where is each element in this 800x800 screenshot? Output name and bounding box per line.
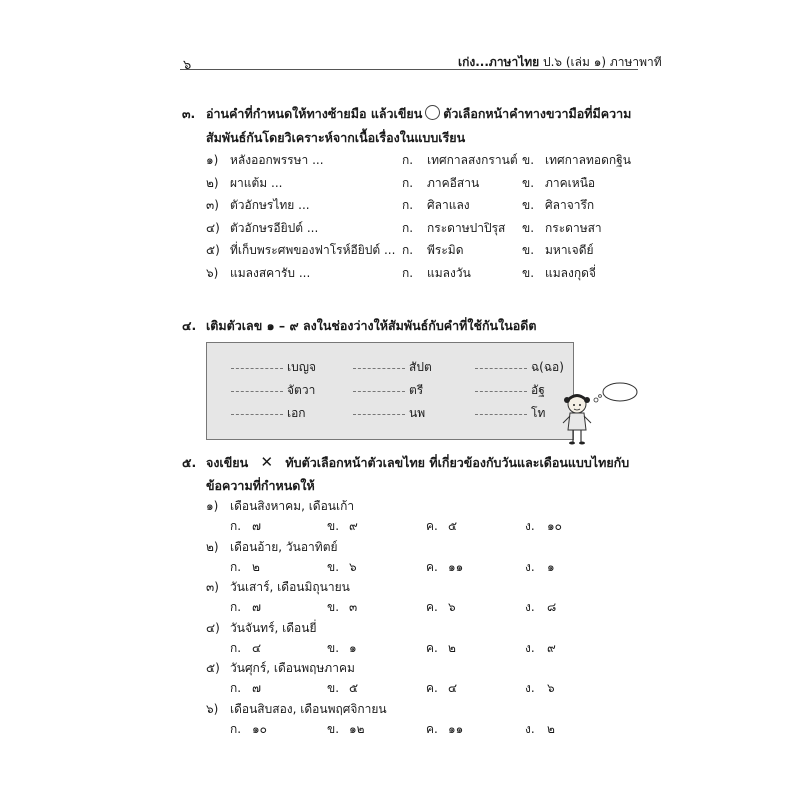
q5-choice-value[interactable]: ๕ xyxy=(448,519,458,533)
q5-item-text: เดือนสิบสอง, เดือนพฤศจิกายน xyxy=(230,701,387,716)
fill-cell xyxy=(231,381,315,400)
answer-blank[interactable] xyxy=(353,368,405,369)
fill-cell xyxy=(353,381,423,400)
q3-prompt-line1 xyxy=(206,104,631,124)
fill-cell xyxy=(231,358,316,377)
q3-choice-b-label: ข. xyxy=(522,243,535,257)
q3-item-text: หลังออกพรรษา ... xyxy=(230,153,324,167)
q3-item-number: ๖) xyxy=(206,265,219,280)
q5-choice-label[interactable]: ก. xyxy=(230,519,242,533)
answer-blank[interactable] xyxy=(475,414,527,415)
q5-choice-value[interactable]: ๑๑ xyxy=(448,559,464,574)
page-number: ๖ xyxy=(183,58,192,73)
answer-blank[interactable] xyxy=(475,391,527,392)
q5-choice-value[interactable]: ๙ xyxy=(349,519,358,533)
q5-choice-value[interactable]: ๑๒ xyxy=(349,721,365,736)
q3-prompt-line2: สัมพันธ์กันโดยวิเคราะห์จากเนื้อเรื่องในแบบเรียน xyxy=(206,130,466,145)
fill-word: เบญจ xyxy=(287,360,316,374)
q5-choice-label[interactable]: ง. xyxy=(525,681,535,695)
q5-choice-value[interactable]: ๒ xyxy=(252,559,260,574)
q5-choice-value[interactable]: ๖ xyxy=(349,559,357,574)
q3-choice-b-label: ข. xyxy=(522,198,535,212)
q3-prompt-part-b: ตัวเลือกหน้าคำทางขวามือที่มีความ xyxy=(443,106,632,121)
q3-item-number: ๓) xyxy=(206,198,219,212)
q3-choice-b: มหาเจดีย์ xyxy=(545,243,594,257)
q5-item-number: ๑) xyxy=(206,499,219,513)
q5-choice-value[interactable]: ๘ xyxy=(547,600,557,614)
q5-item-text: วันศุกร์, เดือนพฤษภาคม xyxy=(230,661,355,675)
q3-choice-a: แมลงวัน xyxy=(427,265,471,280)
q3-choice-a: ศิลาแลง xyxy=(427,198,470,212)
q5-choice-value[interactable]: ๒ xyxy=(547,721,555,736)
q5-choice-value[interactable]: ๗ xyxy=(252,519,262,533)
q3-choice-b: กระดาษสา xyxy=(545,220,602,235)
q3-choice-a: เทศกาลสงกรานต์ xyxy=(427,153,518,167)
answer-blank[interactable] xyxy=(475,368,527,369)
answer-blank[interactable] xyxy=(353,391,405,392)
q5-choice-label[interactable]: ง. xyxy=(525,640,535,655)
q5-choice-label[interactable]: ค. xyxy=(426,600,438,614)
q3-item-text: ผาแต้ม ... xyxy=(230,175,283,190)
q5-choice-value[interactable]: ๑๐ xyxy=(547,519,562,533)
q5-choice-label[interactable]: ข. xyxy=(327,559,340,574)
answer-blank[interactable] xyxy=(231,391,283,392)
q5-choice-label[interactable]: ค. xyxy=(426,559,438,574)
q3-choice-b: ภาคเหนือ xyxy=(545,175,596,190)
q5-item-number: ๖) xyxy=(206,701,219,716)
book-title-bold: เก่ง...ภาษาไทย xyxy=(458,55,540,69)
q3-item-number: ๒) xyxy=(206,175,219,190)
q3-choice-b: แมลงกุดจี่ xyxy=(545,265,596,280)
q3-item-text: ที่เก็บพระศพของฟาโรห์อียิปต์ ... xyxy=(230,243,396,257)
q5-choice-label[interactable]: ข. xyxy=(327,519,340,533)
q5-item-number: ๔) xyxy=(206,620,220,635)
q5-choice-value[interactable]: ๑๑ xyxy=(448,721,464,736)
q5-choice-value[interactable]: ๑ xyxy=(349,640,357,655)
q5-choice-label[interactable]: ก. xyxy=(230,721,242,736)
fill-cell xyxy=(475,358,564,377)
q5-choice-value[interactable]: ๗ xyxy=(252,600,262,614)
q3-item-text: ตัวอักษรไทย ... xyxy=(230,198,310,212)
fill-cell xyxy=(353,358,432,377)
q5-prompt-part-b: ทับตัวเลือกหน้าตัวเลขไทย ที่เกี่ยวข้องกับวันและเดือนแบบไทยกับ xyxy=(285,455,630,470)
q5-choice-label[interactable]: ง. xyxy=(525,519,535,533)
q3-choice-a: กระดาษปาปิรุส xyxy=(427,220,506,235)
q5-item-number: ๓) xyxy=(206,580,219,594)
fill-word: ฉ(ฉอ) xyxy=(531,360,564,374)
q5-item-text: วันจันทร์, เดือนยี่ xyxy=(230,620,317,635)
fill-cell xyxy=(353,404,425,423)
q4-number: ๔. xyxy=(182,318,197,333)
q5-choice-label[interactable]: ก. xyxy=(230,600,242,614)
q5-item-text: วันเสาร์, เดือนมิถุนายน xyxy=(230,580,350,594)
q5-choice-label[interactable]: ค. xyxy=(426,681,438,695)
q3-item-text: ตัวอักษรอียิปต์ ... xyxy=(230,220,319,235)
number-fill-box xyxy=(206,342,574,440)
q3-choice-a-label: ก. xyxy=(402,153,414,167)
q5-item-number: ๕) xyxy=(206,661,220,675)
q3-item-text: แมลงสคารับ ... xyxy=(230,265,311,280)
q5-choice-value[interactable]: ๓ xyxy=(349,600,358,614)
answer-blank[interactable] xyxy=(353,414,405,415)
q5-prompt-part-a: จงเขียน xyxy=(206,455,249,470)
fill-word: นพ xyxy=(409,406,426,420)
q3-choice-a-label: ก. xyxy=(402,265,414,280)
q5-number: ๕. xyxy=(182,455,197,470)
q5-choice-value[interactable]: ๑๐ xyxy=(252,721,267,736)
q5-choice-label[interactable]: ข. xyxy=(327,681,340,695)
q5-item-number: ๒) xyxy=(206,539,219,554)
fill-cell xyxy=(231,404,306,423)
q5-prompt-line2: ข้อความที่กำหนดให้ xyxy=(206,478,315,493)
fill-word: โท xyxy=(531,406,546,420)
q3-number: ๓. xyxy=(182,106,196,121)
q5-choice-label[interactable]: ก. xyxy=(230,681,242,695)
q5-choice-label[interactable]: ง. xyxy=(525,600,535,614)
q5-choice-value[interactable]: ๖ xyxy=(547,681,555,695)
q3-prompt-part-a: อ่านคำที่กำหนดให้ทางซ้ายมือ แล้วเขียน xyxy=(206,106,423,121)
q3-item-number: ๑) xyxy=(206,153,219,167)
cross-icon: ✕ xyxy=(260,453,274,471)
q5-choice-value[interactable]: ๖ xyxy=(448,600,456,614)
q5-choice-value[interactable]: ๔ xyxy=(252,640,262,655)
q5-choice-value[interactable]: ๒ xyxy=(448,640,456,655)
q3-choice-a: ภาคอีสาน xyxy=(427,175,480,190)
book-title-rest: ป.๖ (เล่ม ๑) ภาษาพาที xyxy=(539,55,662,69)
fill-word: เอก xyxy=(287,406,306,420)
q3-choice-b-label: ข. xyxy=(522,265,535,280)
fill-word: สัปต xyxy=(409,360,432,374)
girl-cartoon-illustration xyxy=(560,378,640,448)
q5-choice-value[interactable]: ๙ xyxy=(547,640,556,655)
q5-choice-label[interactable]: ง. xyxy=(525,721,535,736)
q3-choice-b-label: ข. xyxy=(522,220,535,235)
answer-blank[interactable] xyxy=(231,414,283,415)
q3-choice-b: เทศกาลทอดกฐิน xyxy=(545,153,631,167)
q5-choice-label[interactable]: ค. xyxy=(426,640,438,655)
q5-item-text: เดือนสิงหาคม, เดือนเก้า xyxy=(230,499,355,513)
q5-choice-value[interactable]: ๑ xyxy=(547,559,555,574)
q3-choice-a-label: ก. xyxy=(402,220,414,235)
fill-cell xyxy=(475,381,545,400)
q3-choice-b-label: ข. xyxy=(522,175,535,190)
q5-choice-label[interactable]: ค. xyxy=(426,519,438,533)
q3-choice-a-label: ก. xyxy=(402,198,414,212)
circle-icon xyxy=(425,105,440,120)
q5-choice-value[interactable]: ๕ xyxy=(349,681,359,695)
q5-choice-label[interactable]: ก. xyxy=(230,640,242,655)
fill-word: จัตวา xyxy=(287,383,316,397)
answer-blank[interactable] xyxy=(231,368,283,369)
q3-choice-b-label: ข. xyxy=(522,153,535,167)
q3-choice-b: ศิลาจารึก xyxy=(545,198,595,212)
q5-item-text: เดือนอ้าย, วันอาทิตย์ xyxy=(230,539,338,554)
q5-prompt-line1 xyxy=(206,453,629,473)
q5-choice-label[interactable]: ง. xyxy=(525,559,535,574)
q5-choice-label[interactable]: ข. xyxy=(327,721,340,736)
q5-choice-value[interactable]: ๗ xyxy=(252,681,262,695)
q3-choice-a: พีระมิด xyxy=(427,243,464,257)
q3-item-number: ๕) xyxy=(206,243,220,257)
q5-choice-label[interactable]: ข. xyxy=(327,640,340,655)
q5-choice-value[interactable]: ๔ xyxy=(448,681,458,695)
fill-word: ตรี xyxy=(409,383,424,397)
header-rule xyxy=(180,69,638,70)
q3-item-number: ๔) xyxy=(206,220,220,235)
q5-choice-label[interactable]: ข. xyxy=(327,600,340,614)
q4-prompt: เติมตัวเลข ๑ – ๙ ลงในช่องว่างให้สัมพันธ์กับคำที่ใช้กันในอดีต xyxy=(206,318,537,333)
q5-choice-label[interactable]: ก. xyxy=(230,559,242,574)
q3-choice-a-label: ก. xyxy=(402,175,414,190)
fill-cell xyxy=(475,404,545,423)
q3-choice-a-label: ก. xyxy=(402,243,414,257)
q5-choice-label[interactable]: ค. xyxy=(426,721,438,736)
fill-word: อัฐ xyxy=(531,383,545,397)
